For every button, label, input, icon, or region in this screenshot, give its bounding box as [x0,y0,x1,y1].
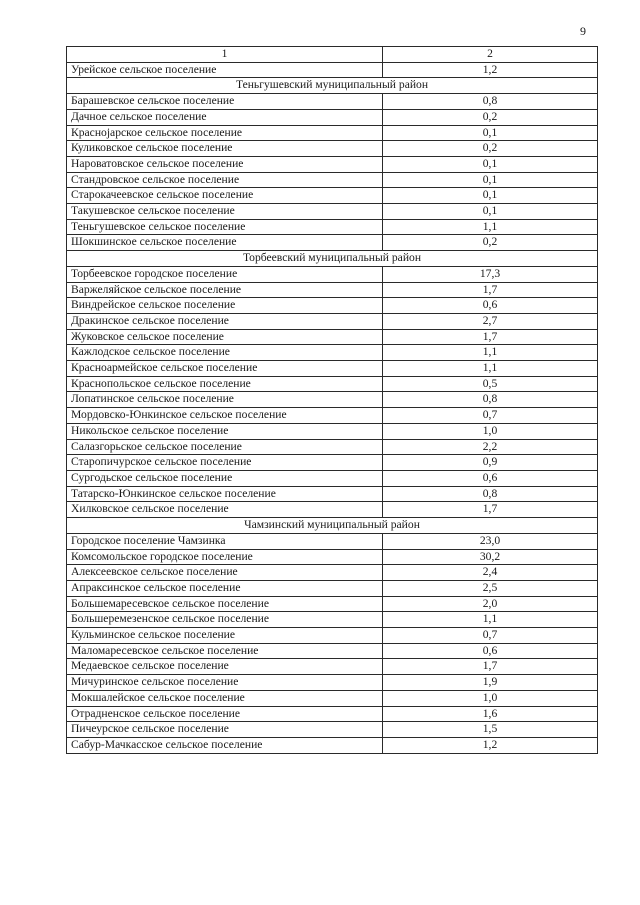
settlement-value: 0,6 [383,643,598,659]
settlement-value: 0,2 [383,109,598,125]
table-row [67,204,598,220]
settlement-value: 1,1 [383,612,598,628]
table-row [67,313,598,329]
settlement-value: 0,1 [383,172,598,188]
settlement-name: Мокшалейское сельское поселение [67,690,383,706]
settlement-value: 0,1 [383,188,598,204]
settlement-value: 17,3 [383,266,598,282]
table-row [67,94,598,110]
settlement-value: 0,8 [383,94,598,110]
settlement-name: Урейское сельское поселение [67,62,383,78]
district-section-row [67,251,598,267]
table-row [67,235,598,251]
table-row [67,156,598,172]
settlement-value: 0,1 [383,156,598,172]
settlement-name: Никольское сельское поселение [67,423,383,439]
settlement-value: 1,1 [383,345,598,361]
settlement-value: 0,8 [383,486,598,502]
settlement-name: Хилковское сельское поселение [67,502,383,518]
settlement-value: 0,7 [383,408,598,424]
table-row [67,423,598,439]
page-number: 9 [580,24,586,38]
table-row [67,109,598,125]
settlement-name: Маломаресевское сельское поселение [67,643,383,659]
table-row [67,345,598,361]
settlement-value: 1,0 [383,690,598,706]
settlement-value: 1,5 [383,722,598,738]
settlement-name: Алексеевское сельское поселение [67,565,383,581]
table-row [67,188,598,204]
table-row [67,502,598,518]
settlement-value: 1,6 [383,706,598,722]
settlement-value: 1,0 [383,423,598,439]
table-row [67,612,598,628]
settlement-value: 1,1 [383,361,598,377]
settlement-value: 0,2 [383,141,598,157]
table-row [67,533,598,549]
settlement-name: Кажлодское сельское поселение [67,345,383,361]
settlement-name: Виндрейское сельское поселение [67,298,383,314]
settlement-name: Татарско-Юнкинское сельское поселение [67,486,383,502]
table-row [67,376,598,392]
settlement-name: Пичеурское сельское поселение [67,722,383,738]
settlement-name: Барашевское сельское поселение [67,94,383,110]
settlement-name: Куликовское сельское поселение [67,141,383,157]
settlement-name: Комсомольское городское поселение [67,549,383,565]
settlement-name: Стандровское сельское поселение [67,172,383,188]
settlement-name: Городское поселение Чамзинка [67,533,383,549]
settlement-name: Краснојарское сельское поселение [67,125,383,141]
settlement-name: Варжеляйское сельское поселение [67,282,383,298]
settlement-value: 0,1 [383,204,598,220]
settlement-name: Дракинское сельское поселение [67,313,383,329]
header-col-2: 2 [383,47,598,63]
table-row [67,549,598,565]
settlement-name: Кульминское сельское поселение [67,628,383,644]
settlement-value: 0,2 [383,235,598,251]
table-row [67,675,598,691]
table-row [67,690,598,706]
settlement-name: Красноармейское сельское поселение [67,361,383,377]
settlement-name: Нароватовское сельское поселение [67,156,383,172]
table-row [67,392,598,408]
settlement-value: 0,5 [383,376,598,392]
table-row [67,219,598,235]
settlement-name: Дачное сельское поселение [67,109,383,125]
table-row [67,455,598,471]
settlement-value: 0,7 [383,628,598,644]
district-section-row [67,78,598,94]
table-row [67,141,598,157]
settlement-name: Медаевское сельское поселение [67,659,383,675]
settlement-name: Теньгушевское сельское поселение [67,219,383,235]
settlement-name: Такушевское сельское поселение [67,204,383,220]
table-row [67,266,598,282]
table-row [67,659,598,675]
settlement-name: Мичуринское сельское поселение [67,675,383,691]
table-row [67,643,598,659]
table-row [67,408,598,424]
table-row [67,596,598,612]
settlement-name: Краснопольское сельское поселение [67,376,383,392]
settlement-name: Мордовско-Юнкинское сельское поселение [67,408,383,424]
table-row [67,737,598,753]
table-body [67,47,598,754]
district-section-row [67,518,598,534]
table-row [67,486,598,502]
table-row [67,282,598,298]
table-row [67,361,598,377]
district-name: Торбеевский муниципальный район [67,251,598,267]
settlement-value: 1,2 [383,737,598,753]
settlement-value: 2,2 [383,439,598,455]
table-row [67,298,598,314]
settlement-value: 0,9 [383,455,598,471]
table-row [67,125,598,141]
settlement-value: 1,7 [383,502,598,518]
settlement-value: 1,2 [383,62,598,78]
settlement-name: Большеремезенское сельское поселение [67,612,383,628]
table-row [67,706,598,722]
settlement-value: 0,1 [383,125,598,141]
settlement-name: Торбеевское городское поселение [67,266,383,282]
settlement-value: 2,5 [383,580,598,596]
settlement-name: Жуковское сельское поселение [67,329,383,345]
settlement-name: Отрадненское сельское поселение [67,706,383,722]
settlement-value: 0,8 [383,392,598,408]
settlement-value: 2,7 [383,313,598,329]
settlement-name: Старопичурское сельское поселение [67,455,383,471]
table-row [67,628,598,644]
table-row [67,439,598,455]
table-row [67,565,598,581]
table-row [67,329,598,345]
settlement-value: 1,7 [383,282,598,298]
header-col-1: 1 [67,47,383,63]
table-row [67,470,598,486]
settlement-value: 1,7 [383,659,598,675]
table-row [67,172,598,188]
settlement-name: Лопатинское сельское поселение [67,392,383,408]
settlement-name: Большемаресевское сельское поселение [67,596,383,612]
table-row [67,62,598,78]
settlement-name: Салазгорьское сельское поселение [67,439,383,455]
settlement-value: 1,1 [383,219,598,235]
table-row [67,580,598,596]
settlement-value: 2,4 [383,565,598,581]
settlement-value: 0,6 [383,298,598,314]
settlements-table [66,46,598,754]
district-name: Чамзинский муниципальный район [67,518,598,534]
settlement-value: 30,2 [383,549,598,565]
table-header-row [67,47,598,63]
settlement-value: 2,0 [383,596,598,612]
settlement-name: Сургодьское сельское поселение [67,470,383,486]
settlement-name: Старокачеевское сельское поселение [67,188,383,204]
table-row [67,722,598,738]
settlement-value: 1,7 [383,329,598,345]
settlement-name: Апраксинское сельское поселение [67,580,383,596]
settlement-name: Сабур-Мачкасское сельское поселение [67,737,383,753]
settlement-value: 0,6 [383,470,598,486]
settlement-value: 23,0 [383,533,598,549]
settlement-name: Шокшинское сельское поселение [67,235,383,251]
settlement-value: 1,9 [383,675,598,691]
district-name: Теньгушевский муниципальный район [67,78,598,94]
